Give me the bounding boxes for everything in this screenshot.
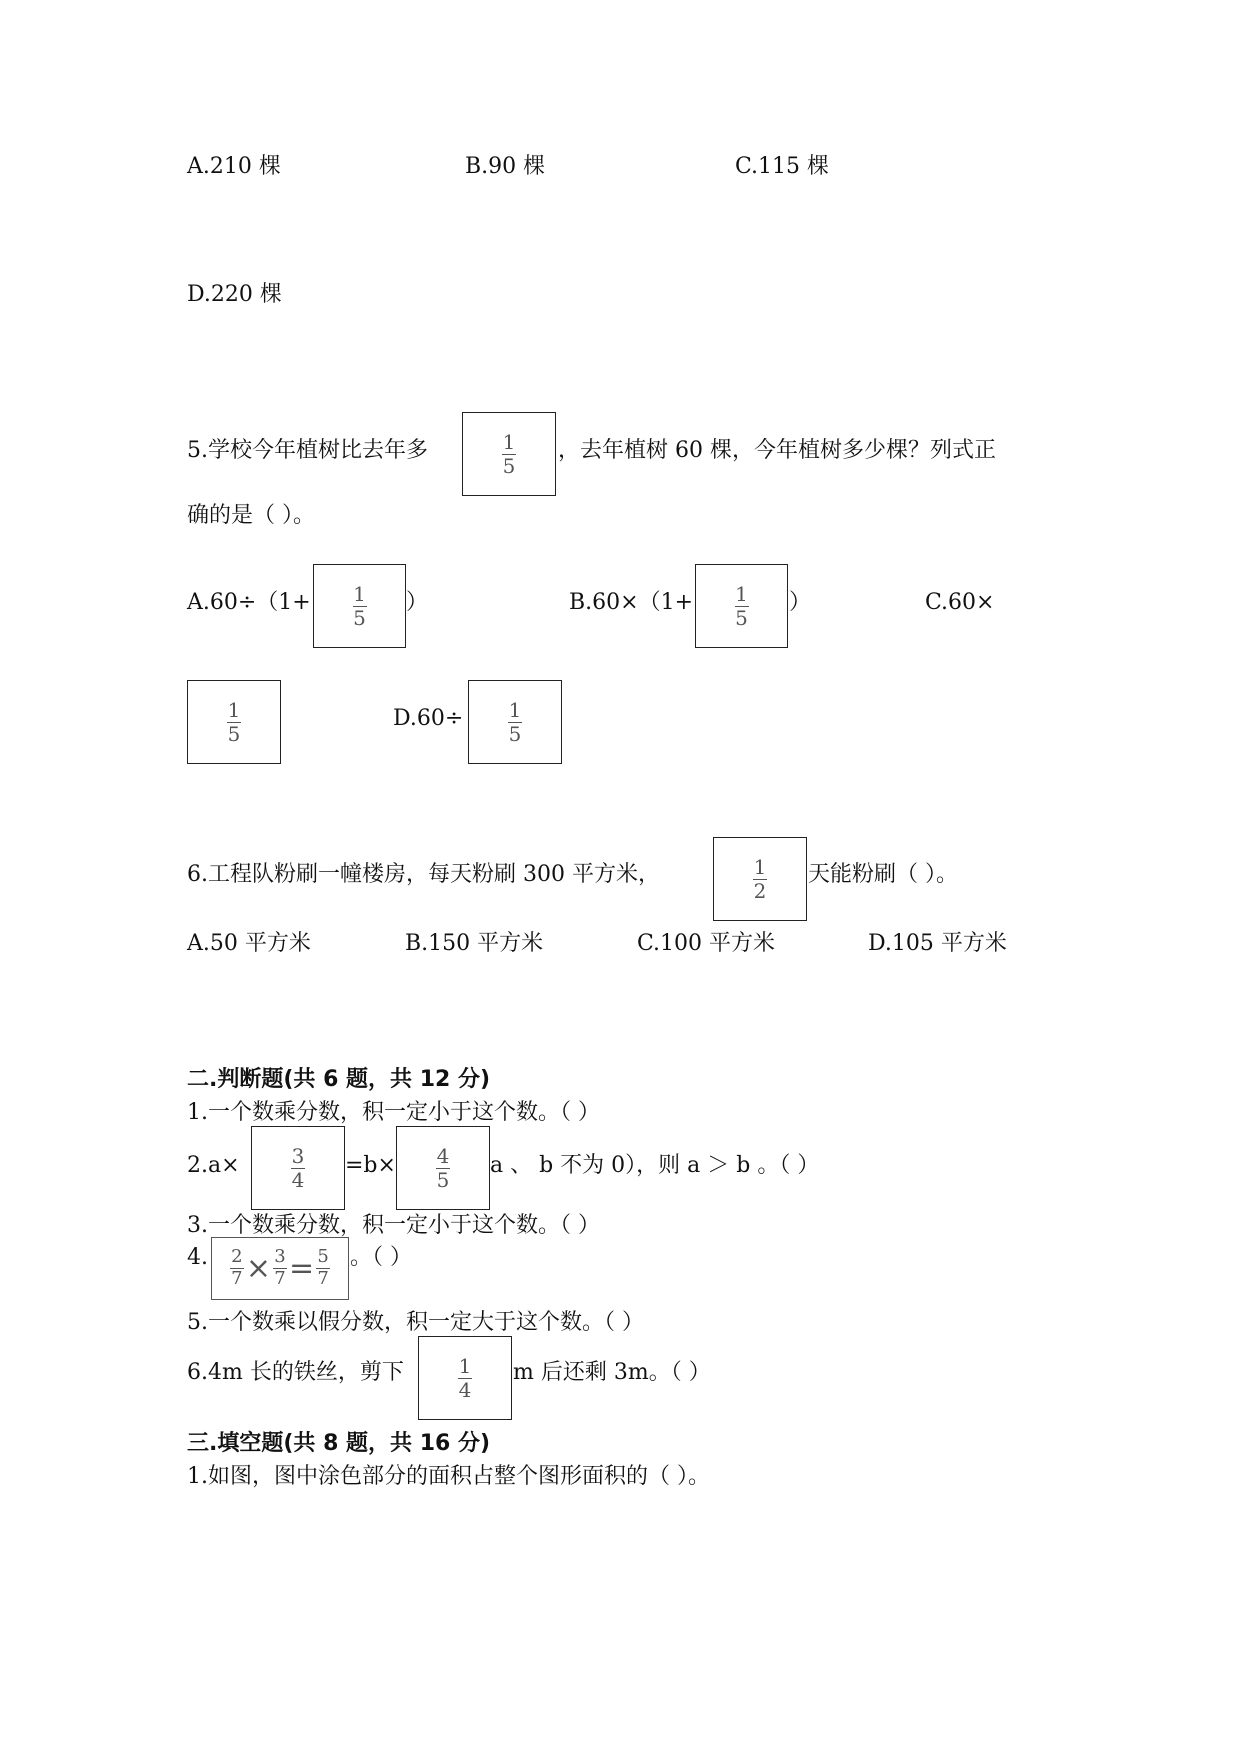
fraction-one-half: $\frac{1}{2}$ xyxy=(753,854,767,903)
section3-title: 三.填空题(共 8 题，共 16 分) xyxy=(187,1431,491,1456)
q4-option-a: A.210 棵 xyxy=(187,154,281,179)
section2-item3: 3.一个数乘分数，积一定小于这个数。（ ） xyxy=(187,1213,600,1238)
q6-option-d: D.105 平方米 xyxy=(868,931,1007,956)
q6-text-pre: 6.工程队粉刷一幢楼房，每天粉刷 300 平方米， xyxy=(187,862,660,887)
q5-fraction-image xyxy=(462,412,556,496)
q5-option-d-fraction: $\frac{1}{5}$ xyxy=(468,680,562,764)
q5-option-b-fraction: $\frac{1}{5}$ xyxy=(695,564,788,648)
section2-item2-fraction2: $\frac{4}{5}$ xyxy=(396,1126,490,1210)
q5-option-a-close: ） xyxy=(406,590,429,615)
fraction-one-fifth: $\frac{1}{5}$ xyxy=(502,429,516,478)
section2-item2-post: a 、 b 不为 0），则 a ＞ b 。（ ） xyxy=(490,1153,820,1178)
q5-option-c-fraction: $\frac{1}{5}$ xyxy=(187,680,281,764)
q4-option-c: C.115 棵 xyxy=(735,154,830,179)
section3-item1: 1.如图，图中涂色部分的面积占整个图形面积的（ ）。 xyxy=(187,1464,710,1489)
q5-option-c: C.60× xyxy=(925,590,995,615)
section2-item2-pre: 2.a× xyxy=(187,1153,240,1178)
q5-text-pre: 5.学校今年植树比去年多 xyxy=(187,438,428,463)
q6-option-c: C.100 平方米 xyxy=(637,931,776,956)
q6-option-a: A.50 平方米 xyxy=(187,931,311,956)
q5-option-d: D.60÷ xyxy=(393,706,464,731)
equals-symbol: = xyxy=(289,1251,315,1286)
section2-item6-fraction: $\frac{1}{4}$ xyxy=(418,1336,512,1420)
times-symbol: × xyxy=(245,1251,271,1286)
section2-item6-post: m 后还剩 3m。（ ） xyxy=(513,1360,711,1385)
section2-item5: 5.一个数乘以假分数，积一定大于这个数。（ ） xyxy=(187,1310,644,1335)
q6-option-b: B.150 平方米 xyxy=(405,931,544,956)
section2-item2-mid: =b× xyxy=(345,1153,396,1178)
q5-option-a: A.60÷（1+ xyxy=(187,590,311,615)
q5-option-a-fraction: $\frac{1}{5}$ xyxy=(313,564,406,648)
section2-item2-fraction1: $\frac{3}{4}$ xyxy=(251,1126,345,1210)
q4-option-d: D.220 棵 xyxy=(187,282,282,307)
q5-option-b-close: ） xyxy=(789,590,812,615)
q6-text-post: 天能粉刷（ ）。 xyxy=(808,862,958,887)
q5-text-line2: 确的是（ ）。 xyxy=(187,503,315,528)
q5-text-post: ，去年植树 60 棵，今年植树多少棵？列式正 xyxy=(558,438,996,463)
q6-fraction-image xyxy=(713,837,807,921)
section2-item6-pre: 6.4m 长的铁丝，剪下 xyxy=(187,1360,404,1385)
q4-option-b: B.90 棵 xyxy=(465,154,546,179)
q5-option-b: B.60×（1+ xyxy=(569,590,694,615)
section2-item4-pre: 4. xyxy=(187,1245,208,1270)
section2-item1: 1.一个数乘分数，积一定小于这个数。（ ） xyxy=(187,1100,600,1125)
section2-title: 二.判断题(共 6 题，共 12 分) xyxy=(187,1067,491,1092)
section2-item4-equation: $\frac{2}{7}$ × $\frac{3}{7}$ = $\frac{5}{7}$ xyxy=(211,1237,349,1300)
section2-item4-post: 。（ ） xyxy=(350,1245,412,1270)
